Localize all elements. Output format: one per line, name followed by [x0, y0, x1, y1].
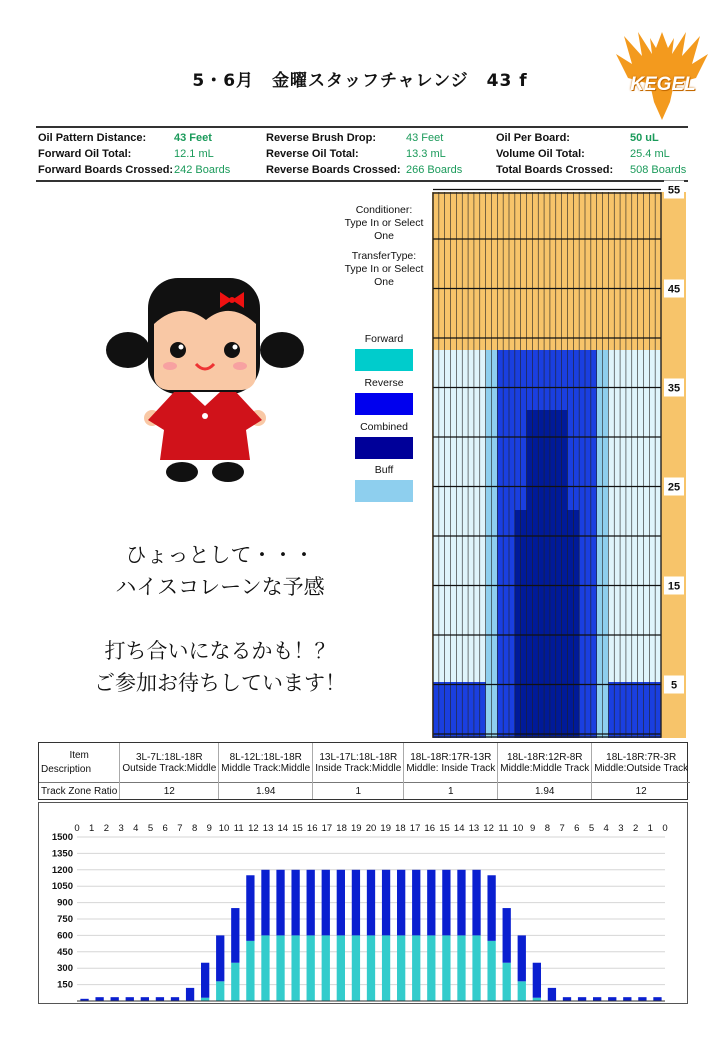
- bar-top-label: 16: [306, 823, 318, 834]
- bar-top-label: 10: [218, 823, 230, 834]
- bar-top-label: 0: [74, 823, 80, 834]
- bar-top-label: 7: [559, 823, 565, 834]
- lane-combined-column: [567, 510, 573, 738]
- stat-value: 43 Feet: [406, 132, 444, 144]
- bar-top-label: 9: [530, 823, 536, 834]
- stat-label: Volume Oil Total:: [496, 148, 585, 160]
- bar-top-label: 19: [351, 823, 362, 834]
- conditioner-info: [334, 204, 434, 243]
- lane-reverse-front: [445, 682, 451, 738]
- bar-top-label: 6: [574, 823, 580, 834]
- bar-top-label: 2: [632, 823, 639, 834]
- bar-segment: [518, 981, 526, 1001]
- bar-top-label: 8: [544, 823, 551, 834]
- bar-top-label: 12: [248, 823, 259, 834]
- conditioner-hint: Type In or Select: [344, 217, 424, 229]
- zone-cell: [120, 743, 219, 783]
- bar-top-label: 15: [439, 823, 450, 834]
- lane-combined-column: [550, 410, 556, 738]
- bar-segment: [442, 935, 450, 1001]
- pattern-stats: [36, 126, 688, 182]
- lane-oil-column: [620, 350, 626, 738]
- legend-reverse-swatch: [355, 393, 413, 415]
- y-tick-label: 1350: [51, 848, 73, 860]
- lane-reverse-front: [474, 682, 480, 738]
- bar-segment: [352, 935, 360, 1001]
- bar-segment: [638, 997, 646, 1001]
- bar-segment: [141, 997, 149, 1001]
- lane-combined-column: [562, 410, 568, 738]
- lane-oil-column: [638, 350, 644, 738]
- zone-ratio: 1: [313, 783, 404, 799]
- zone-range: 3L-7L:18L-18R: [135, 751, 203, 763]
- bar-segment: [593, 997, 601, 1001]
- lane-oil-chart: [432, 184, 686, 738]
- bar-segment: [201, 963, 209, 998]
- legend-reverse-label: Reverse: [364, 377, 404, 389]
- stat-value: 242 Boards: [174, 164, 231, 176]
- bar-segment: [563, 997, 571, 1001]
- lane-oil-column: [614, 350, 620, 738]
- distance-tick-label: 15: [667, 580, 681, 593]
- bar-segment: [382, 870, 390, 936]
- lane-reverse-front: [480, 682, 486, 738]
- zone-cell: [404, 743, 498, 783]
- bar-segment: [111, 997, 119, 1001]
- lane-oil-column: [608, 350, 614, 738]
- lane-reverse-front: [614, 682, 620, 738]
- bar-segment: [487, 941, 495, 1001]
- zone-ratio: 12: [592, 783, 690, 799]
- bar-segment: [382, 935, 390, 1001]
- y-tick-label: 300: [57, 963, 73, 975]
- lane-oil-column: [643, 350, 649, 738]
- bar-top-label: 1: [647, 823, 653, 834]
- lane-combined-column: [527, 410, 533, 738]
- legend-forward-label: Forward: [364, 333, 404, 345]
- stat-label: Reverse Oil Total:: [266, 148, 359, 160]
- bar-segment: [276, 935, 284, 1001]
- bar-segment: [171, 997, 179, 1001]
- mascot-girl-illustration: [100, 270, 310, 490]
- bar-top-label: 18: [336, 823, 347, 834]
- distance-tick-label: 45: [667, 283, 681, 296]
- bar-segment: [472, 870, 480, 936]
- bar-segment: [261, 935, 269, 1001]
- bar-top-label: 1: [89, 823, 95, 834]
- bar-top-label: 6: [162, 823, 168, 834]
- lane-oil-column: [491, 350, 497, 738]
- track-zone-table: [38, 742, 688, 800]
- lane-oil-column: [445, 350, 451, 738]
- bar-segment: [337, 935, 345, 1001]
- bar-segment: [246, 941, 254, 1001]
- zone-range: 18L-18R:12R-8R: [506, 751, 583, 763]
- lane-reverse-front: [451, 682, 457, 738]
- bar-segment: [608, 997, 616, 1001]
- bar-segment: [352, 870, 360, 936]
- lane-oil-column: [451, 350, 457, 738]
- transfer-label: TransferType:: [351, 250, 417, 262]
- bar-segment: [246, 875, 254, 941]
- bar-segment: [186, 988, 194, 1001]
- transfer-hint: Type In or Select: [344, 263, 424, 275]
- lane-oil-column: [597, 350, 603, 738]
- lane-oil-column: [632, 350, 638, 738]
- item-label: Item: [69, 749, 89, 761]
- lane-reverse-front: [608, 682, 614, 738]
- stat-label: Oil Pattern Distance:: [38, 132, 147, 144]
- bar-top-label: 2: [103, 823, 110, 834]
- distance-tick-label: 25: [667, 481, 681, 494]
- bar-segment: [503, 963, 511, 1001]
- bar-segment: [503, 908, 511, 963]
- zone-cell: [498, 743, 592, 783]
- bar-top-label: 10: [512, 823, 524, 834]
- lane-oil-column: [456, 350, 462, 738]
- distance-tick-label: 5: [670, 679, 678, 692]
- stat-value: 13.3 mL: [406, 148, 446, 160]
- distance-tick-label: 55: [667, 184, 681, 197]
- bar-top-label: 5: [147, 823, 154, 834]
- bar-segment: [653, 997, 661, 1001]
- logo-text: KEGEL: [630, 74, 696, 95]
- lane-combined-column: [521, 510, 527, 738]
- bar-top-label: 11: [498, 823, 509, 834]
- bar-segment: [95, 997, 103, 1001]
- lane-oil-column: [503, 350, 509, 738]
- lane-reverse-front: [462, 682, 468, 738]
- stat-label: Reverse Boards Crossed:: [266, 164, 401, 176]
- lane-oil-column: [497, 350, 503, 738]
- y-tick-label: 450: [57, 946, 73, 958]
- bar-top-label: 5: [588, 823, 595, 834]
- zone-cell: [313, 743, 404, 783]
- bar-segment: [518, 935, 526, 981]
- bar-top-label: 15: [292, 823, 303, 834]
- bar-top-label: 0: [662, 823, 668, 834]
- zone-ratio: 1.94: [219, 783, 313, 799]
- bar-segment: [623, 997, 631, 1001]
- bar-top-label: 17: [321, 823, 333, 834]
- lane-reverse-front: [433, 682, 439, 738]
- bar-segment: [337, 870, 345, 936]
- bar-segment: [216, 935, 224, 981]
- bar-top-label: 4: [133, 823, 139, 834]
- lane-reverse-front: [456, 682, 462, 738]
- bar-segment: [367, 935, 375, 1001]
- bar-top-label: 3: [118, 823, 124, 834]
- stat-value: 12.1 mL: [174, 148, 214, 160]
- stat-label: Total Boards Crossed:: [496, 164, 614, 176]
- stat-value: 508 Boards: [630, 164, 687, 176]
- lane-oil-column: [468, 350, 474, 738]
- lane-oil-column: [474, 350, 480, 738]
- lane-combined-column: [544, 410, 550, 738]
- lane-oil-column: [462, 350, 468, 738]
- zone-range: 13L-17L:18L-18R: [319, 751, 398, 763]
- bar-segment: [367, 870, 375, 936]
- lane-combined-column: [573, 510, 579, 738]
- transfer-info: [334, 250, 434, 289]
- zone-range: 18L-18R:17R-13R: [410, 751, 492, 763]
- zone-desc: Middle:Outside Track: [594, 762, 689, 774]
- lane-combined-column: [538, 410, 544, 738]
- lane-oil-column: [591, 350, 597, 738]
- bar-top-label: 14: [277, 823, 289, 834]
- lane-reverse-front: [649, 682, 655, 738]
- lane-oil-column: [486, 350, 492, 738]
- stat-value: 43 Feet: [174, 132, 212, 144]
- stat-label: Oil Per Board:: [496, 132, 570, 144]
- lane-reverse-front: [643, 682, 649, 738]
- bar-top-label: 8: [191, 823, 198, 834]
- lane-oil-column: [603, 350, 609, 738]
- bar-segment: [397, 935, 405, 1001]
- y-tick-label: 1200: [51, 864, 73, 876]
- legend-forward-swatch: [355, 349, 413, 371]
- bar-segment: [427, 870, 435, 936]
- zone-desc: Middle Track:Middle: [221, 762, 311, 774]
- page-title: 5・6月 金曜スタッフチャレンジ 43 f: [192, 71, 528, 91]
- description-label: Description: [41, 763, 92, 775]
- bar-top-label: 11: [233, 823, 244, 834]
- y-tick-label: 600: [57, 930, 73, 942]
- stat-label: Reverse Brush Drop:: [266, 132, 377, 144]
- message-line-1: ひょっとして・・・: [125, 543, 315, 567]
- bar-top-label: 12: [483, 823, 494, 834]
- bar-top-label: 13: [468, 823, 480, 834]
- lane-combined-column: [532, 410, 538, 738]
- bar-segment: [472, 935, 480, 1001]
- lane-combined-column: [556, 410, 562, 738]
- bar-top-label: 18: [395, 823, 406, 834]
- bar-segment: [457, 935, 465, 1001]
- bar-top-label: 19: [380, 823, 391, 834]
- lane-oil-column: [433, 350, 439, 738]
- stat-value: 266 Boards: [406, 164, 463, 176]
- board-oil-bar-chart: [38, 802, 688, 1004]
- bar-top-label: 4: [603, 823, 609, 834]
- y-tick-label: 1050: [51, 881, 73, 893]
- bar-segment: [412, 870, 420, 936]
- lane-oil-column: [439, 350, 445, 738]
- y-tick-label: 750: [57, 914, 73, 925]
- bar-top-label: 7: [177, 823, 183, 834]
- zone-cell: [592, 743, 690, 783]
- zone-cell: [219, 743, 313, 783]
- legend-buff-label: Buff: [374, 464, 394, 476]
- bar-segment: [276, 870, 284, 936]
- lane-reverse-front: [468, 682, 474, 738]
- bar-segment: [261, 870, 269, 936]
- legend-combined-label: Combined: [360, 421, 408, 433]
- zone-ratio: 12: [120, 783, 219, 799]
- stat-value: 25.4 mL: [630, 148, 670, 160]
- lane-reverse-front: [626, 682, 632, 738]
- bar-segment: [412, 935, 420, 1001]
- bar-segment: [126, 997, 134, 1001]
- bar-top-label: 16: [424, 823, 436, 834]
- bar-segment: [533, 963, 541, 998]
- bar-segment: [322, 935, 330, 1001]
- lane-oil-column: [585, 350, 591, 738]
- bar-segment: [156, 997, 164, 1001]
- stat-value: 50 uL: [630, 132, 659, 144]
- bar-segment: [322, 870, 330, 936]
- bar-segment: [291, 870, 299, 936]
- bar-segment: [216, 981, 224, 1001]
- zone-ratio: 1.94: [498, 783, 592, 799]
- bar-top-label: 9: [206, 823, 212, 834]
- bar-segment: [427, 935, 435, 1001]
- zone-ratio: 1: [404, 783, 498, 799]
- bar-segment: [307, 870, 315, 936]
- zone-desc: Outside Track:Middle: [122, 762, 217, 774]
- lane-oil-column: [579, 350, 585, 738]
- lane-combined-column: [515, 510, 521, 738]
- lane-reverse-front: [632, 682, 638, 738]
- bar-segment: [397, 870, 405, 936]
- message-line-2: ハイスコレーンな予感: [115, 575, 325, 599]
- legend-buff-swatch: [355, 480, 413, 502]
- bar-segment: [307, 935, 315, 1001]
- legend-combined-swatch: [355, 437, 413, 459]
- bar-segment: [231, 908, 239, 963]
- zone-header-cell: [39, 743, 120, 783]
- zone-range: 18L-18R:7R-3R: [606, 751, 677, 763]
- message-line-3: 打ち合いになるかも！？: [104, 639, 336, 663]
- bar-segment: [231, 963, 239, 1001]
- ratio-label: Track Zone Ratio: [39, 783, 120, 799]
- bar-segment: [548, 988, 556, 1001]
- message-line-4: ご参加お待ちしています！: [94, 671, 346, 695]
- lane-reverse-front: [620, 682, 626, 738]
- lane-reverse-front: [439, 682, 445, 738]
- zone-desc: Middle:Middle Track: [500, 762, 590, 774]
- lane-oil-column: [509, 350, 515, 738]
- lane-reverse-front: [638, 682, 644, 738]
- distance-tick-label: 35: [667, 382, 681, 395]
- bar-top-label: 13: [262, 823, 274, 834]
- y-tick-label: 900: [57, 897, 73, 909]
- lane-oil-column: [480, 350, 486, 738]
- bar-top-label: 14: [453, 823, 465, 834]
- lane-oil-column: [649, 350, 655, 738]
- bar-segment: [457, 870, 465, 936]
- bar-segment: [487, 875, 495, 941]
- bar-segment: [442, 870, 450, 936]
- bar-top-label: 17: [409, 823, 421, 834]
- zone-range: 8L-12L:18L-18R: [229, 751, 302, 763]
- bar-segment: [291, 935, 299, 1001]
- lane-oil-column: [626, 350, 632, 738]
- y-tick-label: 1500: [51, 832, 73, 843]
- bar-top-label: 20: [365, 823, 377, 834]
- bar-top-label: 3: [618, 823, 624, 834]
- stat-label: Forward Boards Crossed:: [38, 164, 174, 176]
- transfer-hint-2: One: [374, 276, 394, 288]
- zone-desc: Inside Track:Middle: [315, 762, 402, 774]
- y-tick-label: 150: [57, 979, 73, 991]
- conditioner-label: Conditioner:: [355, 204, 413, 216]
- bar-segment: [578, 997, 586, 1001]
- stat-label: Forward Oil Total:: [38, 148, 132, 160]
- zone-desc: Middle: Inside Track: [406, 762, 496, 774]
- conditioner-hint-2: One: [374, 230, 394, 242]
